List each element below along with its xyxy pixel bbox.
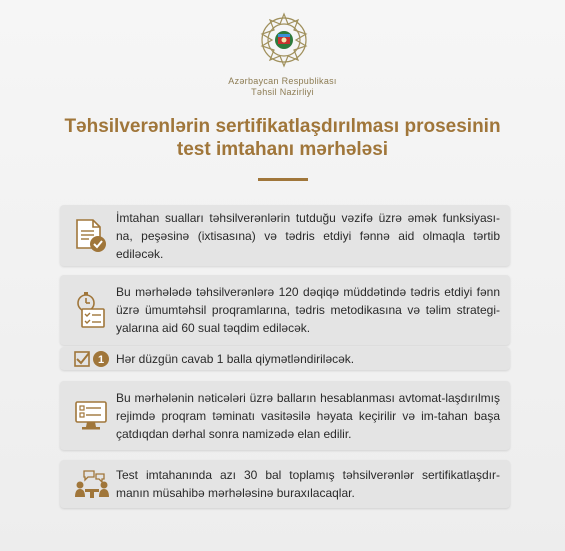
info-text: İmtahan sualları təhsilverənlərin tutduğu vəzifə üzrə əmək funksiyası-na, peşəsinə (ixtisasına) və tədris etdiyi fənnə aid olmaqla tərtib ediləcək.: [116, 210, 500, 261]
info-card: [60, 347, 510, 370]
interview-people-icon: [74, 469, 110, 499]
info-card: [60, 275, 510, 345]
ministry-name-line2: Təhsil Nazirliyi: [251, 87, 314, 97]
page-title-line1: Təhsilverənlərin sertifikatlaşdırılması prosesinin: [64, 116, 501, 137]
info-text: Test imtahanında azı 30 bal toplamış təhsilverənlər sertifikatlaşdır-manın müsahibə mərhələsinə buraxılacaqlar.: [116, 468, 500, 500]
info-text: Bu mərhələnin nəticələri üzrə balların hesablanması avtomat-laşdırılmış rejimdə proqram təminatı vasitəsilə həyata keçirilir və im-tahan başa çatdıqdan dərhal sonra namizədə elan edilir.: [116, 390, 500, 441]
info-card: [60, 460, 510, 508]
document-check-icon: [74, 218, 108, 254]
info-card: [60, 381, 510, 450]
ministry-emblem-icon: [254, 10, 314, 70]
badge-number: 1: [97, 353, 105, 366]
page-title-line2: test imtahanı mərhələsi: [176, 139, 389, 160]
title-divider: [258, 178, 308, 181]
info-text: Bu mərhələdə təhsilverənlərə 120 dəqiqə müddətində tədris etdiyi fənn üzrə ümumtəhsil proqramlarına, tədris metodikasına və təlim strategi-yalarına aid 60 sual təqdim ediləcək.: [116, 285, 500, 335]
info-card: [60, 205, 510, 266]
checkbox-one-icon: [74, 350, 110, 368]
info-text: Hər düzgün cavab 1 balla qiymətləndiriləcək.: [116, 351, 355, 366]
ministry-name-line1: Azərbaycan Respublikası: [228, 76, 337, 86]
stopwatch-checklist-icon: [74, 291, 108, 329]
computer-form-icon: [74, 400, 108, 432]
